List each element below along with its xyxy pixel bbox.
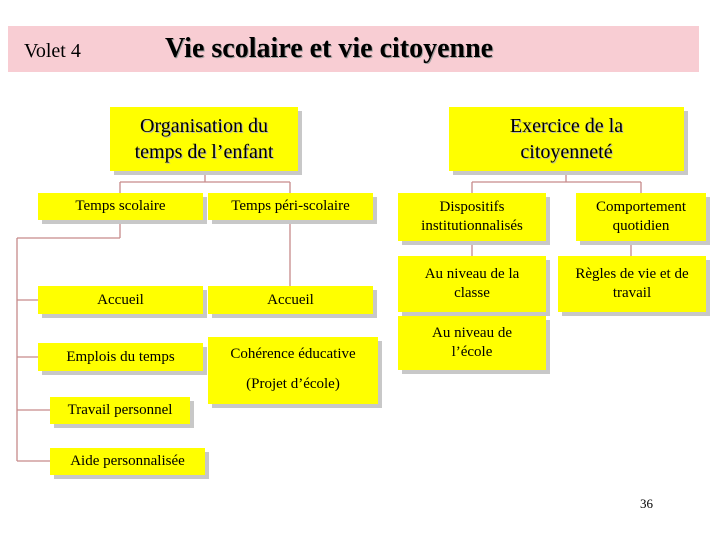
temps-scolaire-label: Temps scolaire bbox=[75, 198, 166, 214]
coherence-educative-box bbox=[208, 337, 378, 404]
niveau-ecole-box bbox=[398, 316, 546, 370]
accueil-periscolaire-label: Accueil bbox=[267, 291, 314, 308]
organisation-temps-line1: Organisation du bbox=[140, 115, 268, 137]
dispositifs-line2: institutionnalisés bbox=[421, 218, 523, 234]
regles-de-vie-box bbox=[558, 256, 706, 312]
exercice-citoyennete-box bbox=[449, 107, 684, 171]
accueil-scolaire-label: Accueil bbox=[97, 291, 144, 308]
organisation-temps-line2: temps de l’enfant bbox=[134, 141, 274, 163]
niveau-classe-line1: Au niveau de la bbox=[424, 266, 520, 282]
page-title: Vie scolaire et vie citoyenne bbox=[165, 33, 494, 64]
regles-de-vie-line1: Règles de vie et de bbox=[575, 266, 689, 282]
niveau-ecole-line1: Au niveau de bbox=[432, 325, 512, 341]
aide-personnalisee-label: Aide personnalisée bbox=[70, 453, 185, 469]
dispositifs-box bbox=[398, 193, 546, 241]
comportement-line2: quotidien bbox=[612, 218, 670, 234]
travail-personnel-label: Travail personnel bbox=[67, 402, 173, 418]
projet-ecole-label: (Projet d’école) bbox=[246, 376, 340, 392]
exercice-citoyennete-line1: Exercice de la bbox=[509, 115, 624, 137]
niveau-classe-box bbox=[398, 256, 546, 312]
organisation-temps-box bbox=[110, 107, 298, 171]
volet-label: Volet 4 bbox=[24, 40, 81, 62]
temps-scolaire-box bbox=[38, 193, 203, 220]
temps-periscolaire-box bbox=[208, 193, 373, 220]
aide-personnalisee-box bbox=[50, 448, 205, 475]
comportement-line1: Comportement bbox=[596, 199, 686, 215]
accueil-scolaire-box bbox=[38, 286, 203, 314]
temps-periscolaire-label: Temps péri-scolaire bbox=[231, 198, 350, 214]
coherence-educative-label: Cohérence éducative bbox=[230, 346, 356, 362]
niveau-classe-line2: classe bbox=[454, 285, 490, 301]
travail-personnel-box bbox=[50, 397, 190, 424]
dispositifs-line1: Dispositifs bbox=[439, 199, 505, 215]
emplois-du-temps-label: Emplois du temps bbox=[66, 348, 175, 365]
niveau-ecole-line2: l’école bbox=[451, 344, 493, 360]
exercice-citoyennete-line2: citoyenneté bbox=[520, 141, 613, 163]
emplois-du-temps-box bbox=[38, 343, 203, 371]
comportement-box bbox=[576, 193, 706, 241]
accueil-periscolaire-box bbox=[208, 286, 373, 314]
regles-de-vie-line2: travail bbox=[612, 285, 652, 301]
page-number: 36 bbox=[640, 496, 653, 511]
